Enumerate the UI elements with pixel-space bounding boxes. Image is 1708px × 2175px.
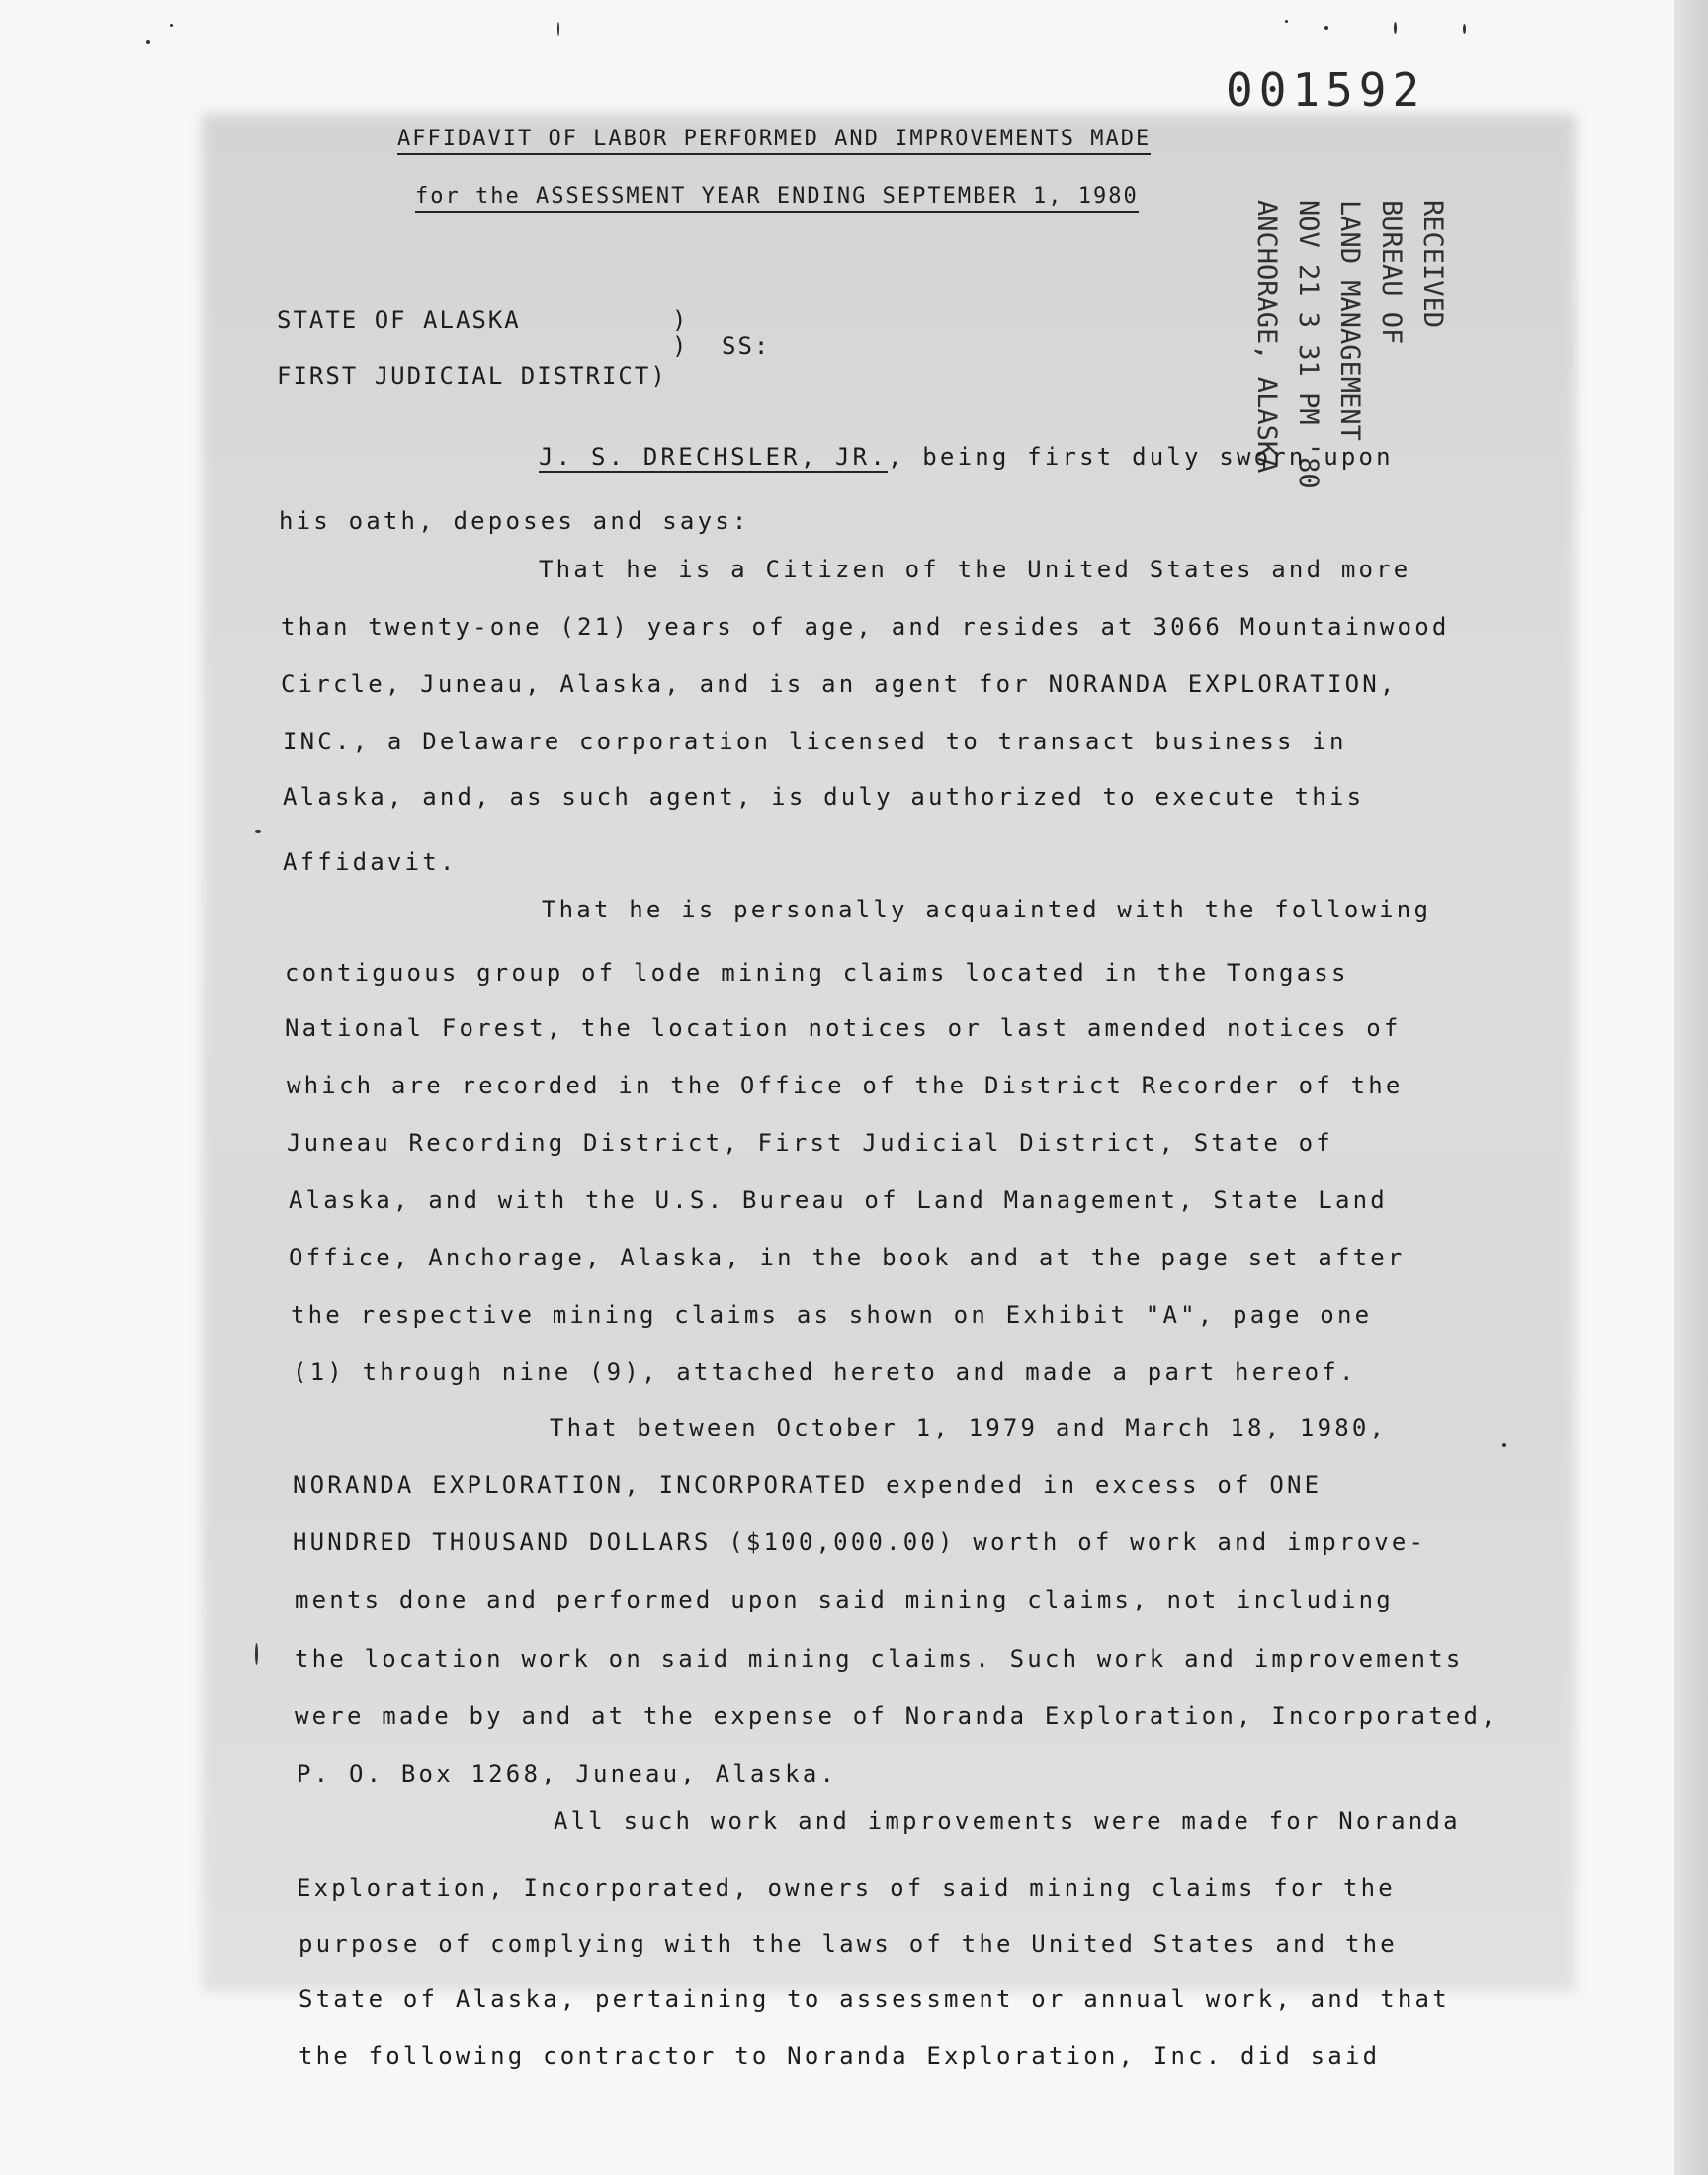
stamp-line: ANCHORAGE, ALASKA [1251,200,1282,474]
body-line: which are recorded in the Office of the District Recorder of the [287,1072,1404,1099]
document-subtitle: for the ASSESSMENT YEAR ENDING SEPTEMBER 1, 1980 [415,184,1139,213]
body-line: contiguous group of lode mining claims located in the Tongass [285,959,1349,987]
scan-speck [1324,26,1328,30]
body-line: the location work on said mining claims. Such work and improvements [295,1645,1464,1673]
body-line: Exploration, Incorporated, owners of said mining claims for the [297,1874,1396,1902]
document-title: AFFIDAVIT OF LABOR PERFORMED AND IMPROVEMENTS MADE [397,127,1151,155]
body-line: than twenty-one (21) years of age, and resides at 3066 Mountainwood [281,613,1450,641]
scan-speck [146,40,150,44]
stamp-line: BUREAU OF [1376,200,1407,345]
body-line: Juneau Recording District, First Judicial District, State of [287,1129,1333,1157]
body-line: purpose of complying with the laws of the United States and the [299,1930,1398,1958]
body-line: ments done and performed upon said mining claims, not including [295,1586,1394,1613]
venue-paren: ) [672,332,689,360]
body-line: Affidavit. [283,848,458,876]
body-line: Alaska, and, as such agent, is duly authorized to execute this [283,783,1365,811]
stamp-line: LAND MANAGEMENT [1334,200,1365,441]
venue-district: FIRST JUDICIAL DISTRICT) [277,362,667,390]
body-line: That he is personally acquainted with the following [542,896,1432,923]
body-line: Office, Anchorage, Alaska, in the book and at the page set after [289,1244,1406,1271]
scan-speck [557,22,559,36]
body-line: (1) through nine (9), attached hereto and made a part hereof. [293,1358,1357,1386]
body-line: P. O. Box 1268, Juneau, Alaska. [297,1760,838,1787]
scan-speck [1502,1443,1506,1447]
body-line: State of Alaska, pertaining to assessment or annual work, and that [299,1985,1450,2013]
body-line: the respective mining claims as shown on Exhibit "A", page one [291,1301,1373,1329]
body-line: the following contractor to Noranda Exploration, Inc. did said [299,2043,1381,2070]
body-line: That he is a Citizen of the United States and more [539,556,1411,583]
venue-state: STATE OF ALASKA [277,306,521,334]
body-line: NORANDA EXPLORATION, INCORPORATED expended in excess of ONE [293,1471,1323,1499]
body-line: That between October 1, 1979 and March 18, 1980, [550,1414,1388,1441]
body-line: his oath, deposes and says: [279,507,750,535]
body-line: Alaska, and with the U.S. Bureau of Land Management, State Land [289,1186,1388,1214]
stamp-line: NOV 21 3 31 PM '80 [1293,200,1324,489]
body-line: Circle, Juneau, Alaska, and is an agent for NORANDA EXPLORATION, [281,670,1398,698]
affiant-name: J. S. DRECHSLER, JR. [539,443,888,471]
scan-speck [170,24,173,27]
scan-speck [255,830,261,833]
body-line: HUNDRED THOUSAND DOLLARS ($100,000.00) worth of work and improve- [293,1528,1427,1556]
scan-speck [1463,24,1466,34]
venue-ss: SS: [722,332,771,360]
body-line: were made by and at the expense of Noranda Exploration, Incorporated, [295,1702,1498,1730]
document-number: 001592 [1226,63,1426,117]
scan-speck [1285,20,1288,23]
stamp-line: RECEIVED [1417,200,1448,329]
scan-edge [1674,0,1708,2175]
scan-speck [1394,22,1397,34]
body-line: All such work and improvements were made for Noranda [554,1807,1461,1835]
body-line: National Forest, the location notices or last amended notices of [285,1014,1402,1042]
body-text: , being first duly sworn upon [887,443,1394,471]
body-line [539,443,1394,471]
body-line: INC., a Delaware corporation licensed to transact business in [283,728,1347,755]
venue-paren: ) [672,306,689,334]
scan-speck [255,1643,258,1665]
